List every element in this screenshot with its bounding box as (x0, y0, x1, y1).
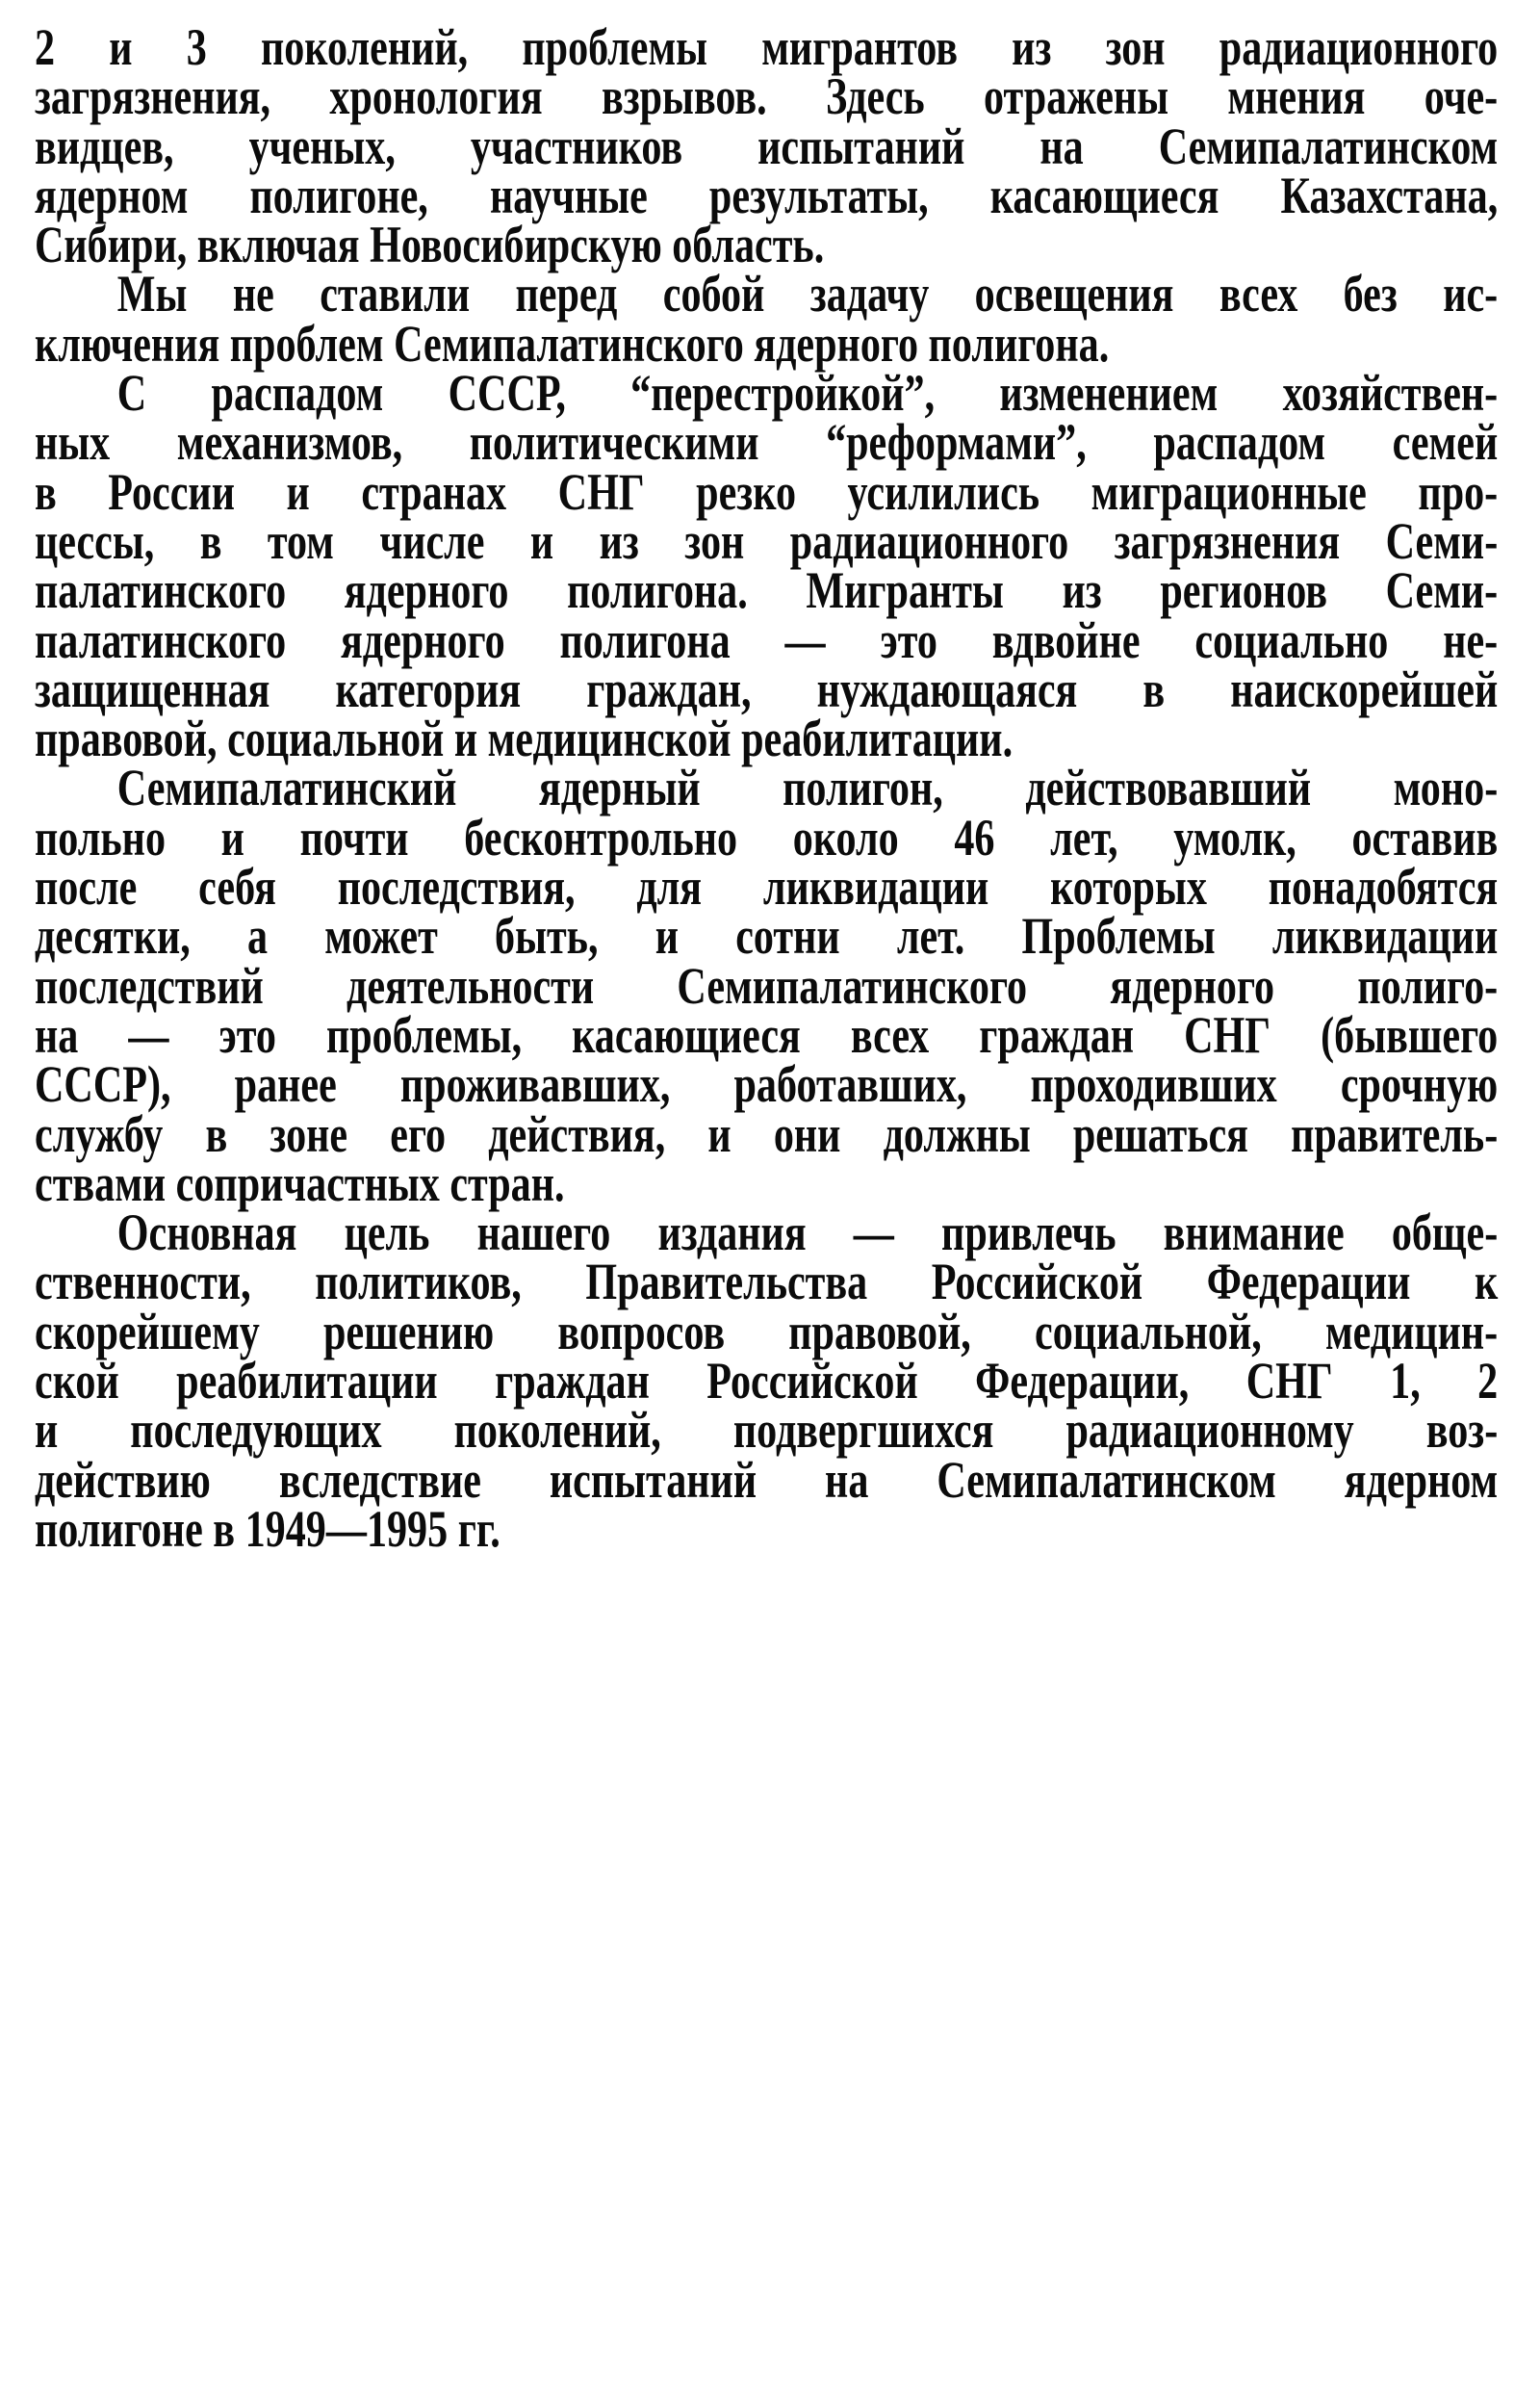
text-line: ных механизмов, политическими “реформами”, распадом семей (35, 413, 1499, 472)
text-line: польно и почти бесконтрольно около 46 лет, умолк, оставив (35, 808, 1499, 867)
text-line: ственности, политиков, Правительства Российской Федерации к (35, 1253, 1499, 1311)
paragraph-2 (35, 265, 1499, 373)
text-line: последствий деятельности Семипалатинского ядерного полиго- (35, 956, 1499, 1015)
text-line: Сибири, включая Новосибирскую область. (35, 216, 825, 274)
text-line: С распадом СССР, “перестройкой”, изменением хозяйствен- (116, 364, 1499, 423)
text-block (35, 18, 1499, 1558)
text-line: защищенная категория граждан, нуждающаяся в наискорейшей (35, 660, 1499, 718)
text-line: СССР), ранее проживавших, работавших, проходивших срочную (35, 1055, 1499, 1114)
text-line: 2 и 3 поколений, проблемы мигрантов из зон радиационного (35, 18, 1499, 76)
text-line: полигоне в 1949—1995 гг. (35, 1499, 500, 1558)
text-line: Основная цель нашего издания — привлечь внимание обще- (116, 1204, 1499, 1262)
text-line: после себя последствия, для ликвидации которых понадобятся (35, 858, 1499, 917)
text-line: Семипалатинский ядерный полигон, действовавший моно- (116, 759, 1499, 817)
text-line: Мы не ставили перед собой задачу освещения всех без ис- (116, 265, 1499, 324)
text-line: действию вследствие испытаний на Семипалатинском ядерном (35, 1450, 1499, 1509)
text-line: видцев, ученых, участников испытаний на Семипалатинском (35, 116, 1499, 175)
text-line: ядерном полигоне, научные результаты, касающиеся Казахстана, (35, 166, 1499, 224)
text-line: палатинского ядерного полигона — это вдвойне социально не- (35, 610, 1499, 669)
text-line: палатинского ядерного полигона. Мигранты из регионов Семи- (35, 561, 1499, 620)
text-line: загрязнения, хронология взрывов. Здесь отражены мнения оче- (35, 67, 1499, 126)
text-line: службу в зоне его действия, и они должны решаться правитель- (35, 1104, 1499, 1163)
text-line: ской реабилитации граждан Российской Федерации, СНГ 1, 2 (35, 1352, 1499, 1411)
paragraph-1 (35, 18, 1499, 274)
text-line: ствами сопричастных стран. (35, 1153, 565, 1212)
paragraph-5 (35, 1204, 1499, 1558)
text-line: десятки, а может быть, и сотни лет. Проблемы ликвидации (35, 907, 1499, 966)
text-line: ключения проблем Семипалатинского ядерного полигона. (35, 314, 1110, 373)
paragraph-4 (35, 759, 1499, 1212)
text-line: в России и странах СНГ резко усилились миграционные про- (35, 462, 1499, 521)
text-line: на — это проблемы, касающиеся всех граждан СНГ (бывшего (35, 1005, 1499, 1064)
text-line: правовой, социальной и медицинской реабилитации. (35, 710, 1014, 768)
paragraph-3 (35, 364, 1499, 768)
text-line: скорейшему решению вопросов правовой, социальной, медицин- (35, 1302, 1499, 1360)
text-line: и последующих поколений, подвергшихся радиационному воз- (35, 1401, 1499, 1460)
text-line: цессы, в том числе и из зон радиационного загрязнения Семи- (35, 511, 1499, 570)
